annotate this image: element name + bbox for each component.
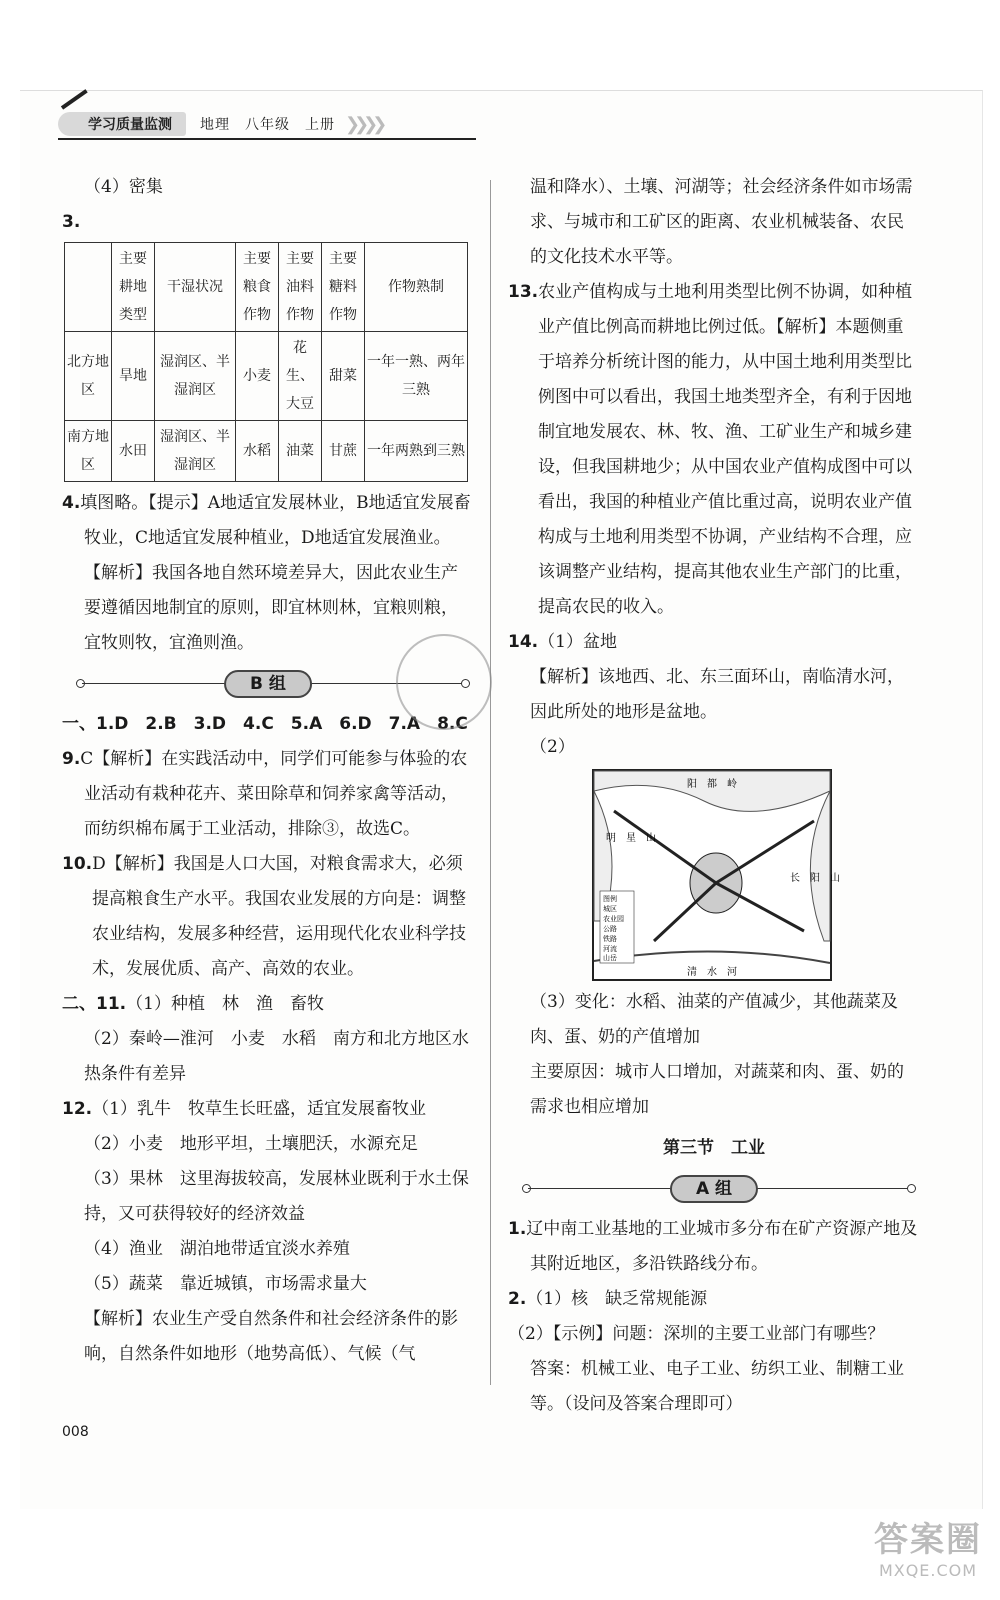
- question-number: 9.: [62, 749, 81, 769]
- question-number: 二、11.: [62, 994, 127, 1014]
- circle-icon: [907, 1184, 916, 1193]
- legend-item: 河流: [603, 945, 617, 953]
- table-row: [65, 332, 468, 421]
- answer-text: 农业产值构成与土地利用类型比例不协调，如种植业产值比例高而耕地比例过低。【解析】本题侧重于培养分析统计图的能力，从中国土地利用类型比例图中可以看出，我国土地类型齐全，有利于因地制宜地发展农、林、牧、渔、工矿业生产和城乡建设，但我国耕地少；从中国农业产值构成图中可以看出，我国的种植业产值比重过高，说明农业产值构成与土地利用类型不协调，产业结构不合理，应该调整产业结构，提高其他农业生产部门的比重，提高农民的收入。: [538, 282, 913, 617]
- table-cell: 油菜: [279, 421, 322, 482]
- answer-13: [508, 275, 920, 625]
- watermark-logo: 答案圈: [874, 1520, 982, 1560]
- book-title-badge: [58, 112, 186, 136]
- answer-14: [508, 625, 920, 660]
- answer-text: （2）【示例】问题：深圳的主要工业部门有哪些？: [508, 1324, 885, 1344]
- stamp-seal: [396, 634, 492, 730]
- group-label: A 组: [670, 1175, 758, 1203]
- multiple-choice-answers: 一、1.D 2.B 3.D 4.C 5.A 6.D 7.A 8.C: [62, 714, 468, 734]
- answer-text: 【解析】该地西、北、东三面环山，南临清水河，因此所处的地形是盆地。: [530, 667, 904, 722]
- watermark: [874, 1512, 982, 1580]
- legend-item: 公路: [603, 925, 617, 933]
- answer-9: [62, 742, 474, 847]
- map-label-south: 清 水 河: [687, 967, 737, 978]
- legend-item: 铁路: [603, 935, 617, 943]
- table-cell: 湿润区、半湿润区: [155, 332, 236, 421]
- answer-text: 主要原因：城市人口增加，对蔬菜和肉、蛋、奶的需求也相应增加: [530, 1062, 904, 1117]
- book-title: 学习质量监测: [88, 117, 172, 133]
- group-label: B 组: [224, 670, 312, 698]
- table-header-cell: 主要油料作物: [279, 243, 322, 332]
- table-cell: 一年两熟到三熟: [365, 421, 468, 482]
- map-label-north: 阳 都 岭: [687, 779, 737, 790]
- answer-text: （5）蔬菜 靠近城镇，市场需求量大: [84, 1274, 367, 1294]
- table-cell: 湿润区、半湿润区: [155, 421, 236, 482]
- running-header: [58, 112, 381, 136]
- column-divider: [490, 180, 491, 1385]
- left-column: [62, 170, 474, 1372]
- answer-text: 【解析】农业生产受自然条件和社会经济条件的影响，自然条件如地形（地势高低）、气候（气: [84, 1309, 458, 1364]
- legend-item: 农业园: [603, 915, 624, 923]
- answer-12: [62, 1092, 474, 1127]
- table-cell: 水田: [112, 421, 155, 482]
- answer-10: [62, 847, 474, 987]
- subject-grade: 地理 八年级 上册: [200, 117, 335, 133]
- question-number: 10.: [62, 854, 93, 874]
- map-label-west: 明 星 山: [606, 833, 656, 844]
- answer-text: 填图略。【提示】A地适宜发展林业，B地适宜发展畜牧业，C地适宜发展种植业，D地适宜发展渔业。【解析】我国各地自然环境差异大，因此农业生产要遵循因地制宜的原则，即宜林则林，宜粮则粮，宜牧则牧，宜渔则渔。: [80, 493, 471, 653]
- group-a-heading: [508, 1172, 920, 1206]
- table-cell: 小麦: [236, 332, 279, 421]
- answer-text: （1）乳牛 牧草生长旺盛，适宜发展畜牧业: [92, 1099, 426, 1119]
- answer-text: （3）果林 这里海拔较高，发展林业既利于水土保持，又可获得较好的经济效益: [84, 1169, 469, 1224]
- chevrons-icon: ❯❯❯❯: [345, 113, 382, 135]
- table-cell: 一年一熟、两年三熟: [365, 332, 468, 421]
- answer-text: （1）盆地: [538, 632, 617, 652]
- answer-text: （1）种植 林 渔 畜牧: [126, 994, 324, 1014]
- question-number: 12.: [62, 1099, 93, 1119]
- question-number: 3.: [62, 212, 81, 232]
- table-cell: 水稻: [236, 421, 279, 482]
- table-cell: 南方地区: [65, 421, 112, 482]
- watermark-url: MXQE.COM: [878, 1561, 978, 1580]
- answer-text: C【解析】在实践活动中，同学们可能参与体验的农业活动有栽种花卉、菜田除草和饲养家禽等活动，而纺织棉布属于工业活动，排除③，故选C。: [80, 749, 468, 839]
- table-row: [65, 421, 468, 482]
- table-header-cell: 作物熟制: [365, 243, 468, 332]
- answer-line: （4）密集: [84, 177, 163, 197]
- page-number: 008: [62, 1424, 89, 1440]
- map-label-east: 长 阳 山: [790, 873, 840, 884]
- answer-text: （1）核 缺乏常规能源: [526, 1289, 708, 1309]
- question-number: [62, 987, 474, 1022]
- table-header-row: [65, 243, 468, 332]
- table-header-cell: 干湿状况: [155, 243, 236, 332]
- answer-text: （2）秦岭—淮河 小麦 水稻 南方和北方地区水热条件有差异: [84, 1029, 469, 1084]
- table-header-cell: 主要糖料作物: [322, 243, 365, 332]
- legend-item: 图例: [603, 895, 617, 903]
- answer-4: [62, 486, 474, 661]
- question-number: 14.: [508, 632, 539, 652]
- answer-2: [508, 1282, 920, 1317]
- question-number: 1.: [508, 1219, 527, 1239]
- table-cell: 旱地: [112, 332, 155, 421]
- question-number: 4.: [62, 493, 81, 513]
- answer-text: 辽中南工业基地的工业城市多分布在矿产资源产地及其附近地区，多沿铁路线分布。: [526, 1219, 918, 1274]
- table-cell: 甘蔗: [322, 421, 365, 482]
- answer-1: [508, 1212, 920, 1282]
- answer-text: D【解析】我国是人口大国，对粮食需求大，必须提高粮食生产水平。我国农业发展的方向是：调整农业结构，发展多种经营，运用现代化农业科学技术，发展优质、高产、高效的农业。: [92, 854, 466, 979]
- header-rule: [58, 138, 476, 140]
- right-column: [508, 170, 920, 1422]
- table-header-cell: [65, 243, 112, 332]
- answer-text: 答案：机械工业、电子工业、纺织工业、制糖工业等。（设问及答案合理即可）: [530, 1359, 904, 1414]
- answer-text: （2）: [530, 737, 575, 757]
- legend-item: 山岳: [603, 954, 617, 962]
- answer-text: 温和降水）、土壤、河湖等；社会经济条件如市场需求、与城市和工矿区的距离、农业机械装备、农民的文化技术水平等。: [530, 177, 913, 267]
- answer-text: （2）小麦 地形平坦，土壤肥沃，水源充足: [84, 1134, 418, 1154]
- table-cell: 甜菜: [322, 332, 365, 421]
- answer-text: （3）变化：水稻、油菜的产值减少，其他蔬菜及肉、蛋、奶的产值增加: [530, 992, 898, 1047]
- table-header-cell: 主要粮食作物: [236, 243, 279, 332]
- answer-text: （4）渔业 湖泊地带适宜淡水养殖: [84, 1239, 350, 1259]
- question-number: 13.: [508, 282, 539, 302]
- question-number: 2.: [508, 1289, 527, 1309]
- table-header-cell: 主要耕地类型: [112, 243, 155, 332]
- table-cell: 花生、大豆: [279, 332, 322, 421]
- table-cell: 北方地区: [65, 332, 112, 421]
- agriculture-table: [64, 242, 468, 482]
- section-title: 第三节 工业: [663, 1138, 765, 1158]
- legend-item: 城区: [603, 905, 617, 913]
- basin-land-use-map: [592, 769, 840, 981]
